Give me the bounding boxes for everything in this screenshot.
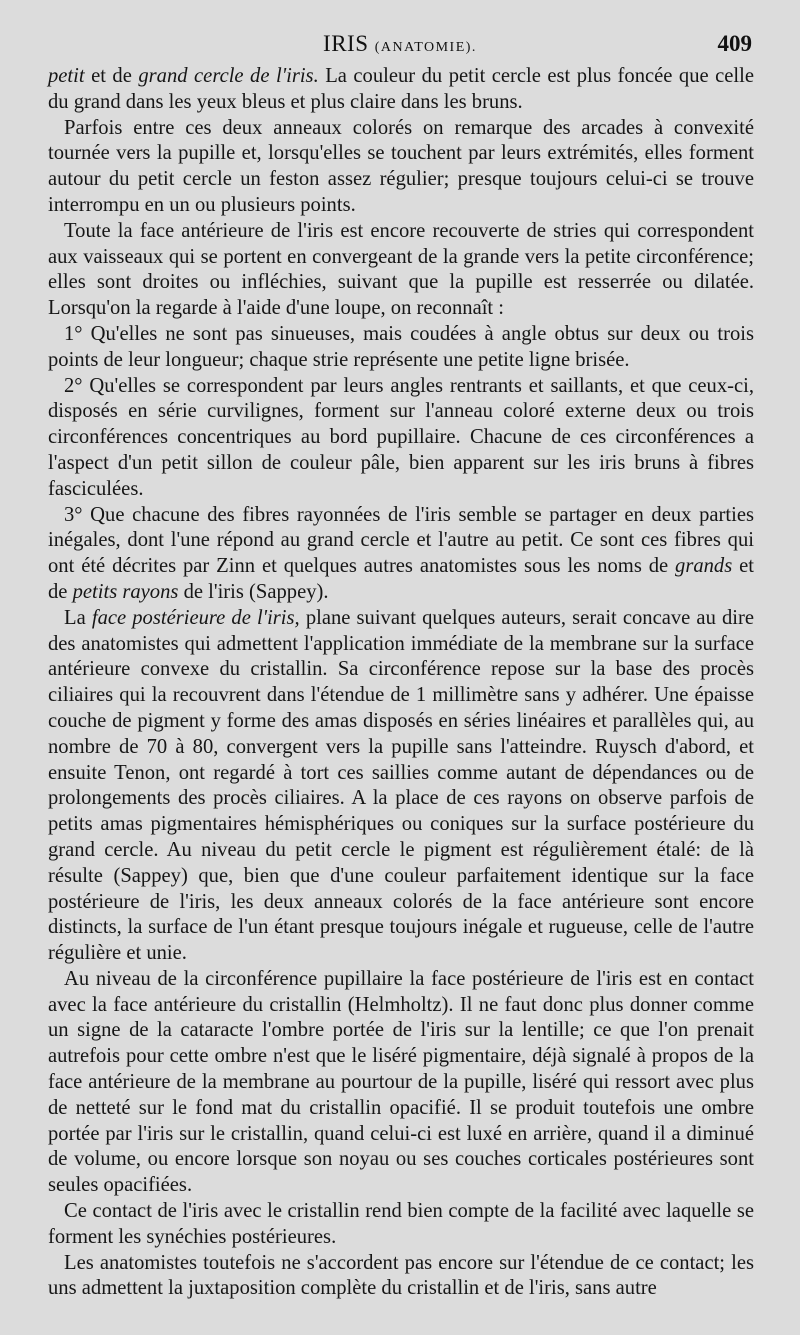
text-run: 2° Qu'elles se correspondent par leurs angles rentrants et saillants, et que ceux-ci, disposés en série curvilignes, forment sur l'anneau coloré externe deux ou trois circonférences concentriques au bord pupillaire. Chacune de ces circonférences a l'aspect d'un petit sillon de couleur pâle, bien apparent sur les iris bruns à fibres fasciculées.	[48, 374, 754, 500]
text-run: 1° Qu'elles ne sont pas sinueuses, mais coudées à angle obtus sur deux ou trois points de leur longueur; chaque strie représente une petite ligne brisée.	[48, 322, 754, 371]
text-run: La	[64, 606, 92, 629]
italic-text: petits rayons	[72, 580, 179, 603]
text-run: Parfois entre ces deux anneaux colorés on remarque des arcades à convexité tournée vers la pupille et, lorsqu'elles se touchent par leurs extrémités, elles forment autour du petit cercle un feston assez régulier; presque toujours celui-ci se trouve interrompu en un ou plusieurs points.	[48, 116, 754, 216]
header-title-sub: (ANATOMIE).	[374, 40, 477, 55]
paragraph	[48, 1251, 754, 1303]
text-run: 3° Que chacune des fibres rayonnées de l'iris semble se partager en deux parties inégales, dont l'une répond au grand cercle et l'autre au petit. Ce sont ces fibres qui ont été décrites par Zinn et quelques autres anatomistes sous les noms de	[48, 503, 754, 578]
text-run: Ce contact de l'iris avec le cristallin rend bien compte de la facilité avec laquelle se forment les synéchies postérieures.	[48, 1200, 754, 1248]
header-title	[48, 31, 752, 57]
italic-text: grands	[675, 555, 733, 578]
text-run: et de	[84, 65, 139, 87]
text-run: de l'iris (Sappey).	[178, 580, 329, 603]
italic-text: face postérieure de l'iris,	[91, 606, 300, 629]
text-run: et de	[48, 555, 754, 603]
text-run: plane suivant quelques auteurs, serait concave au dire des anatomistes qui admettent l'application immédiate de la membrane sur la surface antérieure convexe du cristallin. Sa circonférence repose sur la base des procès ciliaires qui la recouvrent dans l'étendue de 1 millimètre sans y adhérer. Une épaisse couche de pigment y forme des amas disposés en séries linéaires et parallèles qui, au nombre de 70 à 80, convergent vers la pupille sans l'atteindre. Ruysch d'abord, et ensuite Tenon, ont regardé à tort ces saillies comme autant de dépendances ou de prolongements des procès ciliaires. A la place de ces rayons on observe parfois de petits amas pigmentaires hémisphériques ou coniques sur la surface postérieure du grand cercle. Au niveau du petit cercle le pigment est régulièrement étalé: de là résulte (Sappey) que, bien que d'une couleur parfaitement identique sur la face postérieure de l'iris, les deux anneaux colorés de la face antérieure sont encore distincts, la surface de l'un étant presque toujours inégale et rugueuse, celle de l'autre régulière et unie.	[48, 606, 754, 965]
paragraph	[48, 116, 754, 219]
text-run: La couleur du petit cercle est plus foncée que celle du grand dans les yeux bleus et plus claire dans les bruns.	[48, 65, 754, 113]
text-run: Au niveau de la circonférence pupillaire la face postérieure de l'iris est en contact avec la face antérieure du cristallin (Helmholtz). Il ne faut donc plus donner comme un signe de la cataracte l'ombre portée de l'iris sur la lentille; ce que l'on prenait autrefois pour cette ombre n'est que le liséré pigmentaire, déjà signalé à propos de la face antérieure de la membrane au pourtour de la pupille, liséré qui ressort avec plus de netteté sur le fond mat du cristallin opacifié. Il se produit toutefois une ombre portée par l'iris sur le cristallin, quand celui-ci est luxé en arrière, quand il a diminué de volume, ou encore lorsque son noyau ou ses couches corticales postérieures sont seules opacifiées.	[48, 967, 754, 1197]
body-text	[48, 64, 754, 1302]
paragraph	[48, 503, 754, 606]
running-header	[48, 31, 752, 61]
paragraph	[48, 374, 754, 503]
italic-text: petit	[48, 65, 85, 87]
text-run: Les anatomistes toutefois ne s'accordent pas encore sur l'étendue de ce contact; les uns admettent la juxtaposition complète du cristallin et de l'iris, sans autre	[48, 1251, 754, 1300]
paragraph	[48, 606, 754, 967]
paragraph	[48, 219, 754, 322]
paragraph	[48, 1199, 754, 1251]
paragraph	[48, 322, 754, 374]
paragraph	[48, 967, 754, 1199]
text-run: Toute la face antérieure de l'iris est encore recouverte de stries qui correspondent aux vaisseaux qui se portent en convergeant de la grande vers la petite circonférence; elles sont droites ou infléchies, suivant que la pupille est resserrée ou dilatée. Lorsqu'on la regarde à l'aide d'une loupe, on reconnaît :	[48, 219, 754, 320]
italic-text: grand cercle de l'iris.	[138, 65, 319, 87]
header-title-main: IRIS	[323, 31, 369, 56]
page-number: 409	[717, 31, 752, 56]
paragraph	[48, 64, 754, 116]
